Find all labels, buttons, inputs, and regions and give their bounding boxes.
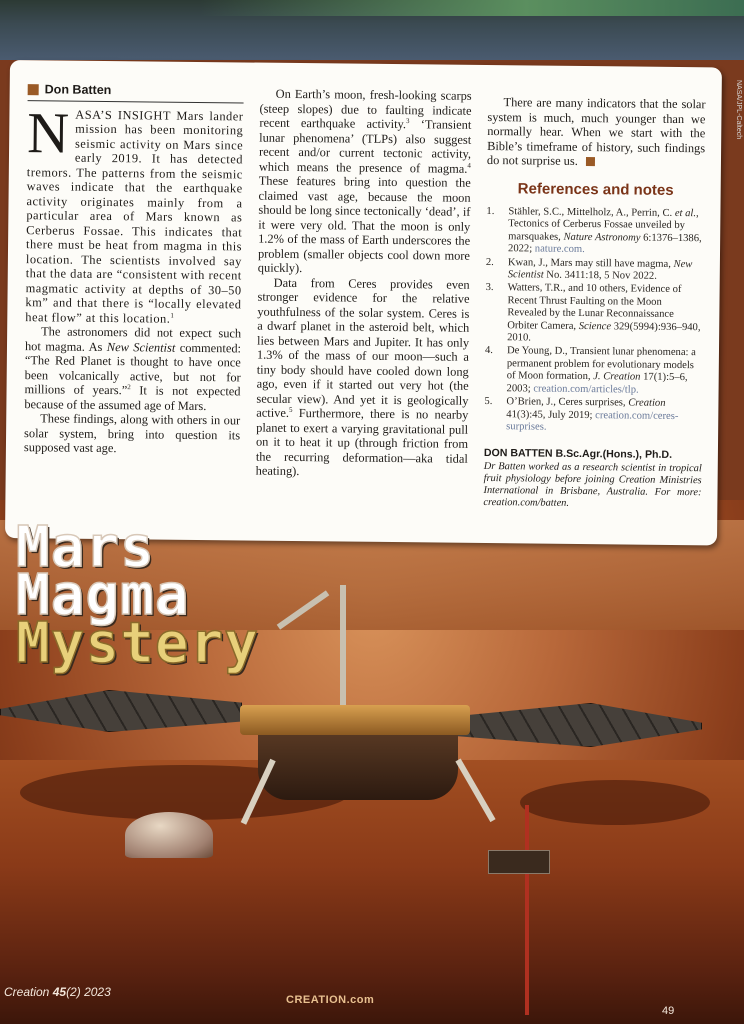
bio-text: Dr Batten worked as a research scientist in tropical fruit physiology before joining Creation Ministries International in Brisbane, Australia. For more: creation.com/batten. <box>483 461 702 510</box>
author-name: Don Batten <box>44 82 112 98</box>
reference-link[interactable]: creation.com/ceres-surprises. <box>506 409 679 433</box>
heat-probe-tether <box>525 805 529 1015</box>
title-line-1: Mars <box>16 515 155 580</box>
text: These features bring into question the claimed vast age, because the moon should be long since tectonically ‘dead’, if it were very old. That the moon is only 1.2% of the mass of Earth underscores the problem (smaller objects cool down more quickly). <box>257 173 471 276</box>
paragraph <box>256 275 470 480</box>
title-line-2: Magma <box>16 563 190 628</box>
reference-number: 1. <box>486 205 495 218</box>
lander-body <box>258 730 458 800</box>
reference-text <box>508 206 705 258</box>
issue-date: (2) 2023 <box>66 985 111 999</box>
reference-item <box>485 345 704 397</box>
footnote-ref: 2 <box>127 383 131 392</box>
article-title <box>16 515 260 676</box>
column-2 <box>256 87 472 481</box>
references-heading: References and notes <box>517 179 674 199</box>
reference-item <box>486 206 705 258</box>
text: Furthermore, there is no nearby planet to exert a varying gravitational pull on it to heat it up (through friction from the recurring deformation—aka tidal heating). <box>255 405 469 479</box>
text: commented: “The Red Planet is thought to have once been volcanically active, but not for millions of years.” <box>24 340 242 398</box>
text: O’Brien, J., Ceres surprises, <box>506 396 629 409</box>
magazine-name: Creation <box>4 985 53 999</box>
text: ‘Transient lunar phenomena’ (TLPs) also suggest recent and/or current tectonic activity, which means the presence of magma. <box>258 117 472 176</box>
reference-number: 4. <box>484 345 493 357</box>
italic-text: Creation <box>628 397 666 409</box>
reference-text <box>507 283 704 347</box>
text: No. 3411:18, 5 Nov 2022. <box>543 269 657 282</box>
reference-link[interactable]: nature.com. <box>534 243 585 256</box>
text: On Earth’s moon, fresh-looking scarps (steep slopes) due to faulting indicate recent earthquake activity. <box>259 86 472 132</box>
text: Data from Ceres provides even stronger evidence for the relative youthfulness of the solar system. Ceres is a dwarf planet in the asteroid belt, which lies between Mars and Jupiter. It has only 1.3% of the mass of our moon—such a tiny body should have cooled down long ago, even if it started out very hot (the secular view). And yet it is geologically active. <box>256 275 470 420</box>
text: 329(5994):936–940, 2010. <box>507 320 701 344</box>
reference-item <box>485 282 704 346</box>
footnote-ref: 4 <box>467 161 471 170</box>
lander-mast <box>340 585 346 715</box>
drop-cap: N <box>26 99 70 166</box>
italic-text: New Scientist <box>507 258 693 281</box>
paragraph-lead <box>25 99 244 327</box>
paragraph <box>258 87 472 278</box>
text: There are many indicators that the solar system is much, much younger than we normally hear. When we start with the Bible’s timeframe of history, such findings do not surprise us. <box>486 95 706 168</box>
footnote-ref: 1 <box>170 311 174 320</box>
text: 41(3):45, July 2019; <box>506 408 596 421</box>
issue-label <box>4 985 111 999</box>
text: Kwan, J., Mars may still have magma, <box>507 256 674 270</box>
reference-item <box>484 396 702 435</box>
publication-name: New Scientist <box>106 339 176 355</box>
author-bio <box>483 447 702 511</box>
volume-number: 45 <box>52 985 67 999</box>
reference-text <box>506 396 702 435</box>
column-1 <box>24 82 244 457</box>
text: The astronomers did not expect such hot magma. As <box>24 324 242 354</box>
italic-text: J. Creation <box>593 371 641 383</box>
text: De Young, D., Transient lunar phenomena: a permanent problem for evolutionary models of Moon formation, <box>506 345 696 383</box>
panel-shadow <box>520 780 710 825</box>
reference-text <box>508 257 704 284</box>
italic-text: Nature Astronomy <box>563 231 641 244</box>
reference-number: 2. <box>485 256 494 268</box>
paragraph: These findings, along with others in our solar system, bring into question its supposed vast age. <box>23 411 241 456</box>
text: Watters, T.R., and 10 others, Evidence of Recent Thrust Faulting on the Moon Revealed by the Lunar Reconnaissance Orbiter Camera, <box>507 282 682 332</box>
square-bullet-icon <box>28 84 39 95</box>
top-edge-color <box>200 0 744 16</box>
paragraph <box>24 324 241 413</box>
page-number: 49 <box>662 1005 675 1017</box>
footnote-ref: 5 <box>288 405 293 414</box>
column-3 <box>483 95 705 512</box>
text: Stähler, S.C., Mittelholz, A., Perrin, C. <box>508 206 675 219</box>
text: 17(1):5–6, 2003; <box>506 371 688 395</box>
text: 6:1376–1386, 2022; <box>507 232 702 255</box>
references-list <box>484 206 704 436</box>
end-square-icon <box>586 157 595 166</box>
bio-name: DON BATTEN B.Sc.Agr.(Hons.), Ph.D. <box>483 447 673 462</box>
lander-deck <box>240 705 470 735</box>
title-line-3: Mystery <box>16 611 260 676</box>
text: It is not expected because of the assumed age of Mars. <box>24 383 241 413</box>
italic-text: Science <box>578 320 612 332</box>
reference-link[interactable]: creation.com/articles/tlp. <box>533 383 639 396</box>
italic-text: et al. <box>674 207 697 220</box>
seismometer-dome <box>125 812 213 858</box>
reference-number: 3. <box>485 282 494 294</box>
lead-text: ASA’S INSIGHT Mars lander mission has been monitoring seismic activity on Mars since early 2019. It has detected tremors. The patterns from the seismic waves indicate that the earthquake activity originates mainly from a particular area of Mars known as Cerberus Fossae. This indicates that there must be heat from magma in this location. The scientists involved say that the data are “consistent with recent magmatic activity at depths of 30–50 km” and that there is “locally elevated heat flow” at this location. <box>25 107 244 326</box>
reference-text <box>507 346 704 398</box>
reference-number: 5. <box>484 396 493 408</box>
text: , Tectonics of Cerberus Fossae unveiled by marsquakes, <box>508 208 699 243</box>
photo-credit: NASA/JPL-Caltech <box>735 80 742 140</box>
reference-item <box>486 257 704 284</box>
article-card <box>5 60 722 545</box>
site-name[interactable]: CREATION.com <box>286 994 375 1006</box>
footnote-ref: 3 <box>406 117 410 126</box>
paragraph <box>487 95 706 170</box>
heat-probe <box>488 850 550 874</box>
